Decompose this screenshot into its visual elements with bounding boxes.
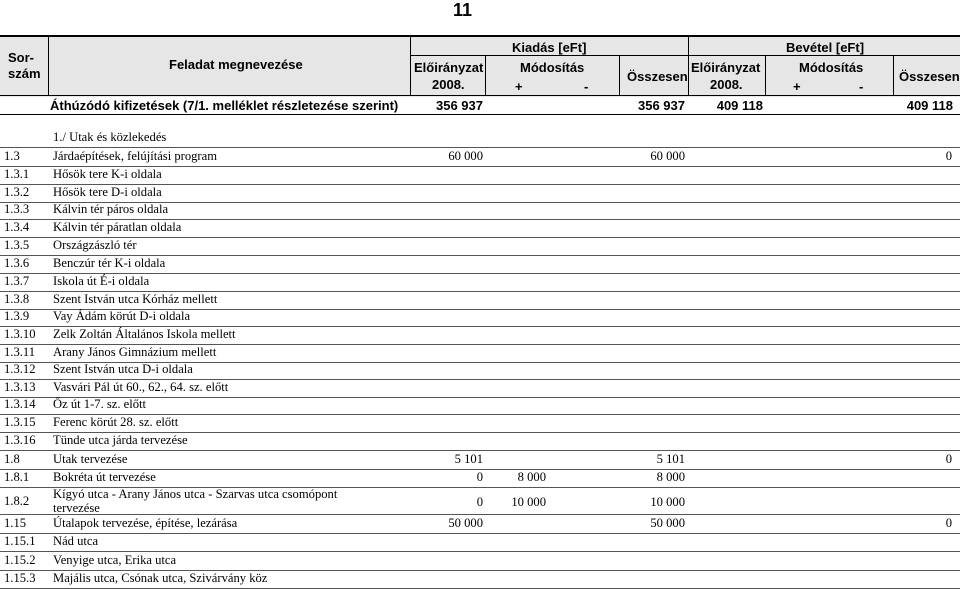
row-name: Útalapok tervezése, építése, lezárása	[53, 516, 238, 530]
header-bevetel: Bevétel [eFt]	[786, 40, 865, 55]
row-number: 1.3.1	[4, 167, 30, 181]
header-divider	[765, 56, 766, 95]
row-b-osszesen: 0	[945, 149, 952, 163]
header-feladat: Feladat megnevezése	[169, 57, 303, 72]
header-divider	[485, 56, 486, 95]
header-b-minus: -	[859, 79, 864, 94]
row-number: 1.3.2	[4, 185, 30, 199]
header-divider	[48, 37, 49, 95]
row-number: 1.3.12	[4, 362, 36, 376]
row-name: Utak tervezése	[53, 452, 128, 466]
row-number: 1.3.6	[4, 256, 30, 270]
row-name: Szent István utca D-i oldala	[53, 362, 193, 376]
row-number: 1.3	[4, 149, 20, 163]
row-name: Nád utca	[53, 534, 99, 548]
page-number: 11	[453, 0, 473, 20]
row-name: Majális utca, Csónak utca, Szivárvány köz	[53, 571, 268, 585]
row-divider	[0, 551, 960, 552]
row-number: 1.8.2	[4, 494, 30, 508]
row-name: Kígyó utca - Arany János utca - Szarvas utca csomópont tervezése	[53, 487, 338, 515]
row-number: 1.3.11	[4, 345, 36, 359]
carry-row-bottom	[0, 114, 960, 115]
row-name: Zelk Zoltán Általános Iskola mellett	[53, 327, 236, 341]
row-k-eloiranyzat: 60 000	[448, 149, 483, 163]
header-divider	[688, 37, 689, 95]
row-number: 1.3.3	[4, 202, 30, 216]
header-k-eloiranyzat: Előirányzat	[414, 60, 484, 75]
carry-k-osszesen: 356 937	[638, 98, 685, 113]
row-k-modositas-plus: 10 000	[511, 495, 546, 509]
row-number: 1.8	[4, 452, 20, 466]
row-number: 1.15.1	[4, 534, 36, 548]
row-k-eloiranyzat: 50 000	[448, 516, 483, 530]
header-k-modositas: Módosítás	[520, 60, 585, 75]
row-name: Őz út 1-7. sz. előtt	[53, 397, 147, 411]
row-number: 1.8.1	[4, 470, 30, 484]
row-name: Iskola út É-i oldala	[53, 274, 150, 288]
header-sorszam: Sor- szám	[8, 50, 41, 81]
row-number: 1.3.4	[4, 220, 30, 234]
row-number: 1.15.3	[4, 571, 36, 585]
row-name: Vasvári Pál út 60., 62., 64. sz. előtt	[53, 380, 229, 394]
row-number: 1.3.9	[4, 309, 30, 323]
header-b-osszesen: Összesen	[899, 69, 960, 84]
header-b-year: 2008.	[710, 77, 743, 92]
row-name: Tünde utca járda tervezése	[53, 433, 188, 447]
row-name: Kálvin tér páros oldala	[53, 202, 169, 216]
row-divider	[0, 533, 960, 534]
header-divider	[893, 56, 894, 95]
row-number: 1.3.8	[4, 292, 30, 306]
row-number: 1.3.10	[4, 327, 36, 341]
row-name: Országzászló tér	[53, 238, 137, 252]
row-k-osszesen: 50 000	[650, 516, 685, 530]
header-divider	[410, 37, 411, 95]
row-number: 1.15	[4, 516, 27, 530]
carry-b-eloiranyzat: 409 118	[716, 98, 763, 113]
header-kiadas: Kiadás [eFt]	[512, 40, 587, 55]
row-k-osszesen: 5 101	[656, 452, 685, 466]
row-divider	[0, 237, 960, 238]
row-name: Járdaépítések, felújítási program	[53, 149, 218, 163]
row-name: Benczúr tér K-i oldala	[53, 256, 166, 270]
row-k-modositas-plus: 8 000	[517, 470, 546, 484]
header-k-osszesen: Összesen	[627, 69, 688, 84]
row-number: 1.3.14	[4, 397, 36, 411]
row-k-eloiranyzat: 5 101	[454, 452, 483, 466]
row-number: 1.3.16	[4, 433, 36, 447]
header-k-minus: -	[584, 79, 589, 94]
row-name: Arany János Gimnázium mellett	[53, 345, 217, 359]
row-b-osszesen: 0	[945, 452, 952, 466]
row-name: Kálvin tér páratlan oldala	[53, 220, 182, 234]
row-name: Szent István utca Kórház mellett	[53, 292, 218, 306]
header-divider	[619, 56, 620, 95]
row-number: 1.3.7	[4, 274, 30, 288]
row-name: 1./ Utak és közlekedés	[53, 130, 167, 144]
header-b-eloiranyzat: Előirányzat	[691, 60, 761, 75]
row-k-osszesen: 8 000	[656, 470, 685, 484]
row-name: Hősök tere D-i oldala	[53, 185, 162, 199]
row-k-osszesen: 10 000	[650, 495, 685, 509]
header-b-modositas: Módosítás	[799, 60, 864, 75]
row-name: Bokréta út tervezése	[53, 470, 156, 484]
header-divider	[411, 55, 960, 56]
row-number: 1.3.15	[4, 415, 36, 429]
row-name: Vay Ádám körút D-i oldala	[53, 309, 191, 323]
row-k-eloiranyzat: 0	[476, 495, 483, 509]
row-k-osszesen: 60 000	[650, 149, 685, 163]
header-k-year: 2008.	[432, 77, 465, 92]
row-number: 1.3.5	[4, 238, 30, 252]
row-number: 1.15.2	[4, 553, 36, 567]
header-k-plus: +	[515, 79, 523, 94]
carry-b-osszesen: 409 118	[906, 98, 953, 113]
row-name: Ferenc körút 28. sz. előtt	[53, 415, 179, 429]
row-b-osszesen: 0	[945, 516, 952, 530]
row-k-eloiranyzat: 0	[476, 470, 483, 484]
carry-k-eloiranyzat: 356 937	[436, 98, 483, 113]
row-divider	[0, 450, 960, 451]
carry-row-top	[0, 95, 960, 96]
row-number: 1.3.13	[4, 380, 36, 394]
row-name: Hősök tere K-i oldala	[53, 167, 162, 181]
row-name: Venyige utca, Erika utca	[53, 553, 177, 567]
carry-label: Áthúzódó kifizetések (7/1. melléklet részletezése szerint)	[50, 98, 399, 113]
header-b-plus: +	[793, 79, 801, 94]
row-divider	[0, 147, 960, 148]
